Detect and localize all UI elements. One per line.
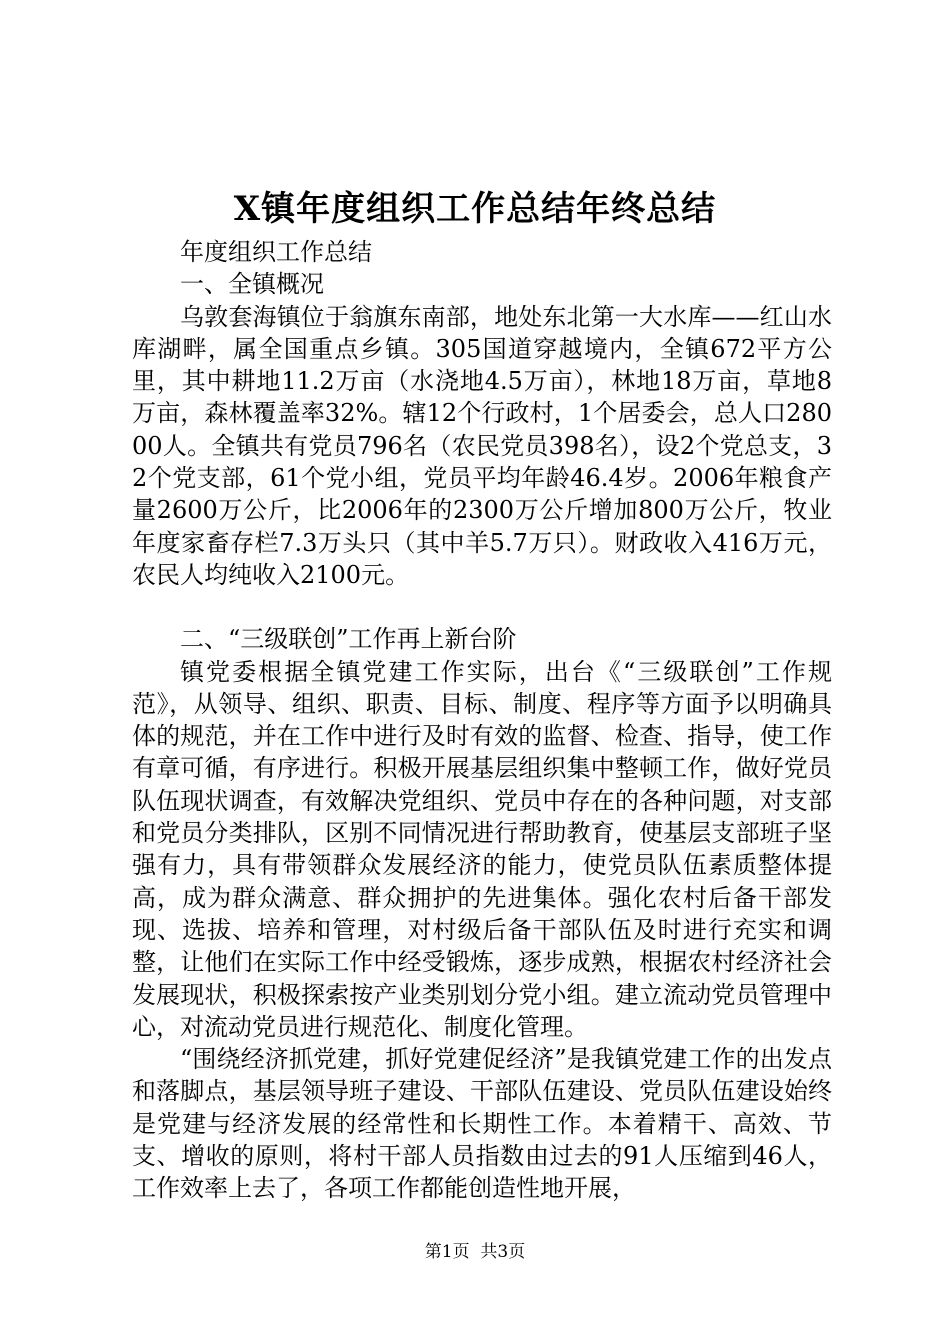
paragraph-spacer — [132, 591, 832, 623]
document-body — [132, 236, 832, 1205]
section-heading-overview: 一、全镇概况 — [180, 270, 324, 299]
paragraph-overview: 乌敦套海镇位于翁旗东南部，地处东北第一大水库——红山水库湖畔，属全国重点乡镇。305国道穿越境内，全镇672平方公里，其中耕地11.2万亩（水浇地4.5万亩），林地18万亩，草地8万亩，森林覆盖率32%。辖12个行政村，1个居委会，总人口28000人。全镇共有党员796名（农民党员398名），设2个党总支，32个党支部，61个党小组，党员平均年龄46.4岁。2006年粮食产量2600万公斤，比2006年的2300万公斤增加800万公斤，牧业年度家畜存栏7.3万头只（其中羊5.7万只）。财政收入416万元，农民人均纯收入2100元。 — [132, 302, 832, 589]
document-subtitle: 年度组织工作总结 — [180, 238, 372, 266]
page-number-footer: 第1页 共3页 — [424, 1242, 526, 1262]
document-title: X镇年度组织工作总结年终总结 — [233, 189, 717, 229]
section-heading-three-level: 二、“三级联创”工作再上新台阶 — [180, 625, 517, 654]
paragraph-three-level-1: 镇党委根据全镇党建工作实际，出台《“三级联创”工作规范》，从领导、组织、职责、目标、制度、程序等方面予以明确具体的规范，并在工作中进行及时有效的监督、检查、指导，使工作有章可循，有序进行。积极开展基层组织集中整顿工作，做好党员队伍现状调查，有效解决党组织、党员中存在的各种问题，对支部和党员分类排队，区别不同情况进行帮助教育，使基层支部班子坚强有力，具有带领群众发展经济的能力，使党员队伍素质整体提高，成为群众满意、群众拥护的先进集体。强化农村后备干部发现、选拔、培养和管理，对村级后备干部队伍及时进行充实和调整，让他们在实际工作中经受锻炼，逐步成熟，根据农村经济社会发展现状，积极探索按产业类别划分党小组。建立流动党员管理中心，对流动党员进行规范化、制度化管理。 — [132, 657, 832, 1041]
paragraph-three-level-2: “围绕经济抓党建，抓好党建促经济”是我镇党建工作的出发点和落脚点，基层领导班子建设、干部队伍建设、党员队伍建设始终是党建与经济发展的经常性和长期性工作。本着精干、高效、节支、增收的原则，将村干部人员指数由过去的91人压缩到46人，工作效率上去了，各项工作都能创造性地开展， — [132, 1045, 832, 1203]
